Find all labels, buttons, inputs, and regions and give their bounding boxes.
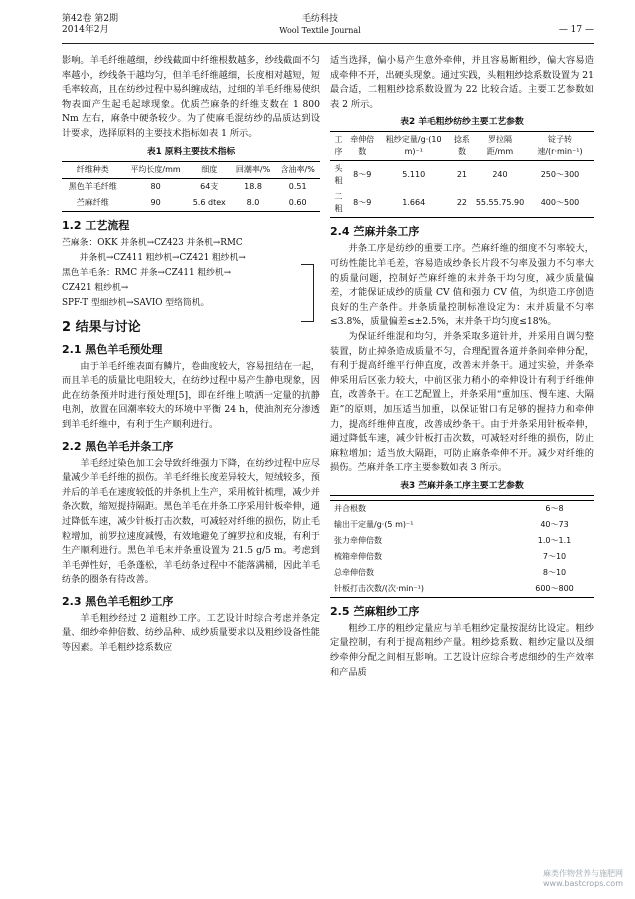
table-cell: 240 bbox=[492, 170, 508, 180]
paragraph-ramie-drawing: 并条工序是纺纱的重要工序。苎麻纤维的细度不匀率较大，可纺性能比羊毛差，容易造成纱条长片段不匀率及强力不匀率大的质量问题，控制好苎麻纤维的末并条干均匀度，减少质量偏差，才能保证成纱的质量 CV 值和强力 CV 值，为织造工序创造良好的生产条件。并条质量控制标准设定为：末并质量不匀率≤3.8%，质量偏差≤±2.5%，末并条干均匀度≤18%。 bbox=[330, 243, 594, 328]
table-header-cell: 含油率/% bbox=[280, 164, 315, 174]
section-2-5-heading: 2.5 苎麻粗纱工序 bbox=[330, 604, 420, 618]
table-cell: 并合根数 bbox=[334, 503, 366, 513]
table-cell: 7～10 bbox=[542, 551, 567, 561]
flow-line: CZ421 粗纱机→ bbox=[62, 282, 129, 293]
table-cell: 8～9 bbox=[353, 198, 372, 208]
right-column bbox=[330, 54, 594, 680]
table-header-cell: 锭子转速/(r·min⁻¹) bbox=[537, 135, 583, 157]
table-cell: 苎麻纤维 bbox=[76, 197, 109, 207]
paragraph-ramie-roving: 粗纱工序的粗纱定量应与羊毛粗纱定量按混纺比设定。粗纱定量控制，有利于提高粗纱产量。粗纱捻系数、粗纱定量以及细纱牵伸分配之间相互影响。工艺设计应综合考虑细纱的生产效率和产品质 bbox=[330, 622, 594, 678]
table-row bbox=[330, 581, 594, 598]
process-flow bbox=[62, 236, 320, 311]
table-cell: 64支 bbox=[200, 181, 219, 191]
table-header-cell: 罗拉隔距/mm bbox=[486, 135, 514, 157]
flow-line: 并条机→CZ411 粗纱机→CZ421 粗纱机→ bbox=[79, 252, 246, 263]
table-cell: 80 bbox=[150, 181, 161, 191]
table3-caption: 表3 苎麻并条工序主要工艺参数 bbox=[400, 480, 524, 491]
table-cell: 40～73 bbox=[540, 519, 569, 529]
table-row bbox=[330, 189, 594, 218]
table-cell: 600～800 bbox=[535, 583, 574, 593]
table-cell: 输出干定量/g·(5 m)⁻¹ bbox=[334, 519, 414, 529]
table-row bbox=[330, 517, 594, 533]
paragraph-wool-roving: 羊毛粗纱经过 2 道粗纱工序。工艺设计时综合考虑并条定量、细纱牵伸倍数、纺纱品种、成纱质量要求以及粗纱设备性能等因素。羊毛粗纱捻系数应 bbox=[62, 612, 320, 654]
page-number: — 17 — bbox=[558, 25, 594, 35]
table-header-cell: 细度 bbox=[201, 164, 218, 174]
table-row bbox=[330, 549, 594, 565]
table-header-cell: 平均长度/mm bbox=[130, 164, 181, 174]
table-row bbox=[62, 195, 320, 212]
table-cell: 8～9 bbox=[353, 170, 372, 180]
table-cell: 梳箱牵伸倍数 bbox=[334, 551, 382, 561]
table-cell: 1.0～1.1 bbox=[537, 535, 572, 545]
issue-info bbox=[62, 14, 118, 36]
table-cell: 90 bbox=[150, 197, 161, 207]
table-header-cell: 工序 bbox=[334, 135, 343, 157]
section-2-heading: 2 结果与讨论 bbox=[62, 319, 141, 335]
table-cell: 张力牵伸倍数 bbox=[334, 535, 382, 545]
table-wool-roving-parameters bbox=[330, 131, 594, 218]
header-rule bbox=[62, 43, 594, 44]
table-header-cell: 牵伸倍数 bbox=[350, 135, 375, 157]
table-cell: 5.110 bbox=[402, 170, 426, 180]
section-2-4-heading: 2.4 苎麻并条工序 bbox=[330, 225, 420, 239]
section-2-3-heading: 2.3 黑色羊毛粗纱工序 bbox=[62, 594, 174, 608]
left-column bbox=[62, 54, 320, 656]
table-cell: 250～300 bbox=[540, 170, 580, 180]
table-row bbox=[330, 565, 594, 581]
section-1-2-heading: 1.2 工艺流程 bbox=[62, 218, 130, 232]
table-header-cell: 捻系数 bbox=[453, 135, 470, 157]
flow-line: 苎麻条：OKK 并条机→CZ423 并条机→RMC bbox=[62, 237, 243, 248]
table-cell: 400～500 bbox=[540, 198, 580, 208]
watermark bbox=[543, 869, 623, 889]
table-row bbox=[330, 500, 594, 517]
table-header-row bbox=[62, 161, 320, 178]
journal-title bbox=[250, 14, 390, 36]
table-cell: 二粗 bbox=[334, 192, 343, 214]
table-cell: 55.55.75.90 bbox=[475, 198, 525, 208]
table-ramie-drawing-parameters bbox=[330, 495, 594, 598]
journal-name-en: Wool Textile Journal bbox=[279, 26, 361, 35]
paragraph-wool-pretreatment: 由于羊毛纤维表面有鳞片，卷曲度较大，容易扭结在一起，而且羊毛的质量比电阻较大，在纺纱过程中易产生静电现象，因此在纺条预并时进行预处理[5]，即在纤维上喷洒一定量的抗静电剂，放置在回潮率较大的环境中平衡 24 h，使油剂充分渗透到羊毛纤维中，有利于生产顺利进行。 bbox=[62, 360, 320, 430]
flow-line: SPF-T 型细纱机→SAVIO 型络筒机。 bbox=[62, 297, 210, 308]
table-header-cell: 回潮率/% bbox=[235, 164, 271, 174]
table-cell: 21 bbox=[456, 170, 468, 180]
table-cell: 18.8 bbox=[244, 181, 262, 191]
table-row bbox=[62, 178, 320, 195]
table-cell: 5.6 dtex bbox=[192, 197, 226, 207]
table-cell: 总牵伸倍数 bbox=[334, 567, 374, 577]
table-cell: 1.664 bbox=[402, 198, 426, 208]
watermark-text: 麻类作物营养与施肥网 www.bastcrops.com bbox=[542, 869, 623, 888]
section-2-2-heading: 2.2 黑色羊毛并条工序 bbox=[62, 439, 174, 453]
flow-line: 黑色羊毛条：RMC 并条→CZ411 粗纱机→ bbox=[62, 267, 232, 278]
table-row bbox=[330, 533, 594, 549]
paragraph-ramie-drawing-process: 为保证纤维混和均匀，并条采取多道针并，并采用自调匀整装置，防止掉条造成质量不匀，合理配置各道并条间牵伸分配，有利于提高纤维平行伸直度，改善末并条干。通过实验，并条牵伸采用后区张力较大，中前区张力稍小的牵伸设计有利于纤维伸直，改善条干。在工艺配置上，并条采用“重加压、慢车速、大隔距”的原则，加压适当加重，以保证钳口有足够的握持力和牵伸力，提高纤维伸直度，改善成纱条干。由于并条采用针板牵伸，通过降低车速，减少针板打击次数，可减轻对纤维的损伤，防止麻粒增加；适当放大隔距，可防止麻条牵伸不开。减少对纤维的损伤。苎麻并条工序主要参数如表 3 所示。 bbox=[330, 330, 594, 474]
section-2-1-heading: 2.1 黑色羊毛预处理 bbox=[62, 342, 163, 356]
journal-name-cn: 毛纺科技 bbox=[301, 14, 338, 24]
paragraph-wool-drawing: 羊毛经过染色加工会导致纤维强力下降，在纺纱过程中应尽量减少羊毛纤维的损伤。羊毛纤维长度差异较大，短绒较多，预并后的羊毛在速度较低的并条机上生产，采用梳针梳理，减少并条次数，缩短提持隔距。黑色羊毛在并条工序采用针板牵伸，通过降低车速，减少针板打击次数，可减轻对纤维的损伤，防止毛粒增加，前罗拉速度减慢，有效地避免了缠罗拉和皮辊，有利于生产顺利进行。黑色羊毛末并条重设置为 21.5 g/5 m。考虑到羊毛弹性好，毛条蓬松，羊毛纺条过程中不能落满桶，因此羊毛纺条的圈条有待改善。 bbox=[62, 457, 320, 586]
volume-issue: 第42卷 第2期 bbox=[62, 14, 119, 24]
paragraph-roving-twist: 适当选择，偏小易产生意外牵伸，并且容易断粗纱，偏大容易造成牵伸不开，出硬头现象。通过实践，头粗粗纱捻系数设置为 21 最合适，二粗粗纱捻系数设置为 22 比较合适。主要工艺参数如表 2 所示。 bbox=[330, 55, 594, 110]
table2-caption: 表2 羊毛粗纱纺纱主要工艺参数 bbox=[400, 117, 524, 128]
table-cell: 22 bbox=[456, 198, 468, 208]
table-row bbox=[330, 161, 594, 190]
table-header-row bbox=[330, 132, 594, 161]
issue-date: 2014年2月 bbox=[62, 25, 109, 35]
table-cell: 0.51 bbox=[288, 181, 307, 191]
table-cell: 8～10 bbox=[542, 567, 567, 577]
table-cell: 头粗 bbox=[334, 164, 343, 186]
table1-caption: 表1 原料主要技术指标 bbox=[146, 146, 236, 157]
table-cell: 8.0 bbox=[246, 197, 260, 207]
table-header-cell: 粗纱定量/g·(10 m)⁻¹ bbox=[385, 135, 442, 157]
table-cell: 针板打击次数/(次·min⁻¹) bbox=[334, 583, 424, 593]
table-header-cell: 纤维种类 bbox=[76, 164, 109, 174]
flow-merge-bracket bbox=[301, 264, 314, 322]
table-cell: 6～8 bbox=[545, 503, 564, 513]
table-cell: 0.60 bbox=[288, 197, 307, 207]
table-cell: 黑色羊毛纤维 bbox=[68, 181, 117, 191]
paragraph-fiber-fineness: 影响。羊毛纤维越细，纱线截面中纤维根数越多，纱线截面不匀率越小，纱线条干越均匀，但羊毛纤维越细，长度相对越短，短毛率较高，且在纺纱过程中易纠缠成结，过细的羊毛纤维易使织物表面产生起毛起球现象。优质苎麻条的纤维支数在 1 800 Nm 左右，麻条中硬条较少。为了使麻毛混纺纱的品质达到设计要求，选择原料的主要技术指标如表 1 所示。 bbox=[62, 55, 320, 139]
table-raw-material-indicators bbox=[62, 161, 320, 212]
